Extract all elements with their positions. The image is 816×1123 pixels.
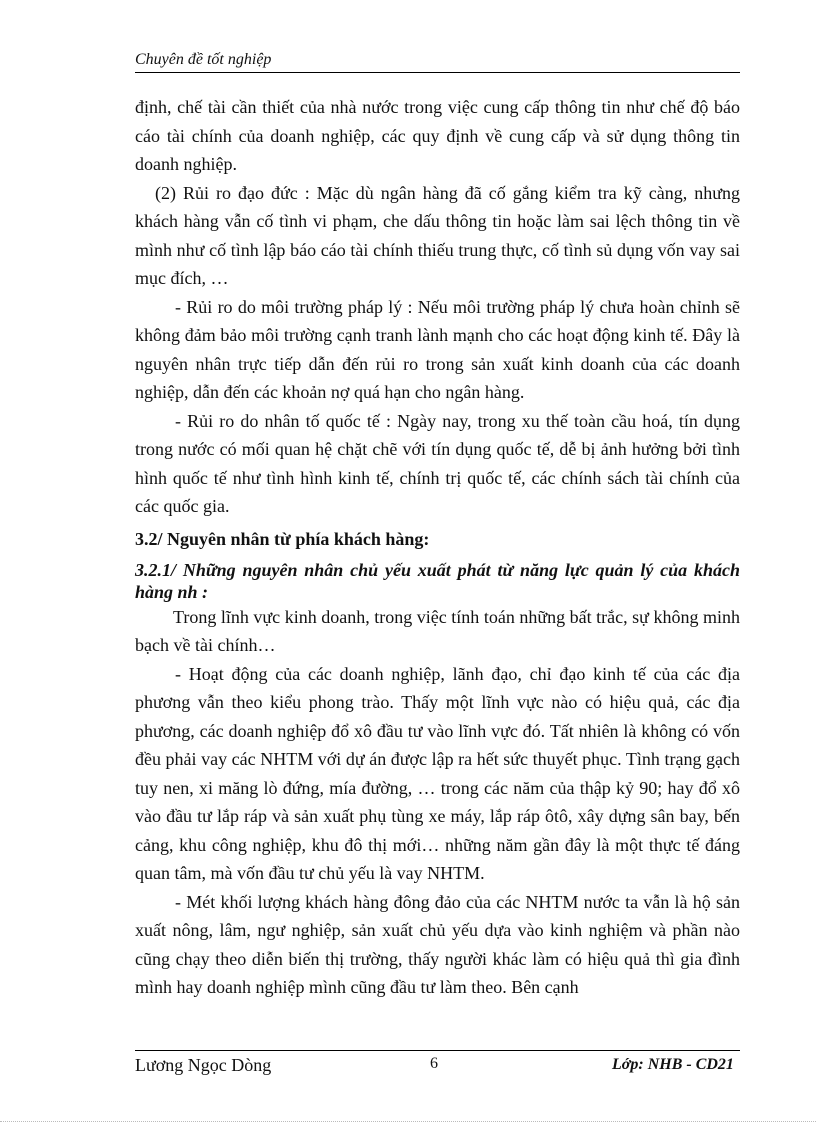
paragraph-3: - Rủi ro do môi trường pháp lý : Nếu môi trường pháp lý chưa hoàn chỉnh sẽ không đảm bảo môi trường cạnh tranh lành mạnh cho các hoạt động kinh tế. Đây là nguyên nhân trực tiếp dẫn đến rủi ro trong sản xuất kinh doanh của các doanh nghiệp, dẫn đến các khoản nợ quá hạn cho ngân hàng. bbox=[135, 296, 740, 402]
paragraph-6: - Hoạt động của các doanh nghiệp, lãnh đạo, chỉ đạo kinh tế của các địa phương vẫn theo kiểu phong trào. Thấy một lĩnh vực nào có hiệu quả, các địa phương, các doanh nghiệp đổ xô đầu tư vào lĩnh vực đó. Tất nhiên là không có vốn đều phải vay các NHTM với dự án được lập ra hết sức thuyết phục. Tình trạng gạch tuy nen, xi măng lò đứng, mía đường, … trong các năm của thập kỷ 90; hay đổ xô vào đầu tư lắp ráp và sản xuất phụ tùng xe máy, lắp ráp ôtô, xây dựng sân bay, bến cảng, khu công nghiệp, khu đô thị mới… những năm gần đây là một thực tế đáng quan tâm, mà vốn đầu tư chủ yếu là vay NHTM. bbox=[135, 663, 740, 883]
page-header: Chuyên đề tốt nghiệp bbox=[135, 50, 740, 73]
document-body bbox=[135, 93, 740, 1002]
section-heading: 3.2/ Nguyên nhân từ phía khách hàng: bbox=[135, 528, 430, 549]
paragraph-4: - Rủi ro do nhân tố quốc tế : Ngày nay, trong xu thế toàn cầu hoá, tín dụng trong nước có mối quan hệ chặt chẽ với tín dụng quốc tế, dễ bị ảnh hưởng bởi tình hình quốc tế như tình hình kinh tế, chính trị quốc tế, các chính sách tài chính của các quốc gia. bbox=[135, 410, 740, 516]
footer-divider bbox=[135, 1050, 740, 1051]
paragraph-1: định, chế tài cần thiết của nhà nước trong việc cung cấp thông tin như chế độ báo cáo tài chính của doanh nghiệp, các quy định về cung cấp và sử dụng thông tin doanh nghiệp. bbox=[135, 97, 740, 174]
paragraph-5: Trong lĩnh vực kinh doanh, trong việc tính toán những bất trắc, sự không minh bạch về tài chính… bbox=[135, 606, 740, 655]
footer-class: Lớp: NHB - CD21 bbox=[612, 1056, 734, 1073]
page-boundary bbox=[0, 1121, 816, 1122]
page-number: 6 bbox=[430, 1055, 438, 1072]
paragraph-7: - Mét khối lượng khách hàng đông đảo của các NHTM nước ta vẫn là hộ sản xuất nông, lâm, ngư nghiệp, sản xuất chủ yếu dựa vào kinh nghiệm và phần nào cũng chạy theo diễn biến thị trường, thấy người khác làm có hiệu quả thì gia đình mình hay doanh nghiệp mình cũng đầu tư làm theo. Bên cạnh bbox=[135, 891, 740, 997]
subsection-heading: 3.2.1/ Những nguyên nhân chủ yếu xuất phát từ năng lực quản lý của khách hàng nh : bbox=[135, 559, 740, 602]
paragraph-2: (2) Rủi ro đạo đức : Mặc dù ngân hàng đã cố gắng kiểm tra kỹ càng, nhưng khách hàng vẫn cố tình vi phạm, che dấu thông tin hoặc làm sai lệch thông tin về mình như cố tình lập báo cáo tài chính thiếu trung thực, cố tình sủ dụng vốn vay sai mục đích, … bbox=[135, 182, 740, 288]
footer-author: Lương Ngọc Dòng bbox=[135, 1055, 272, 1075]
